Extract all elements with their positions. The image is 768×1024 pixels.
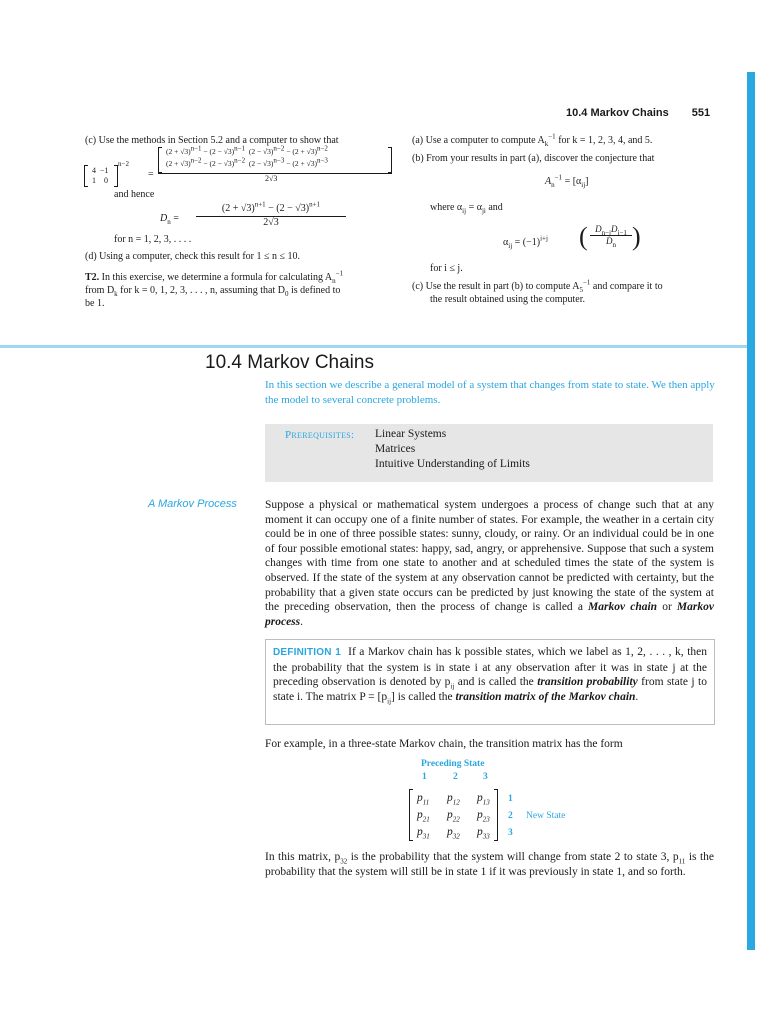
for-i-le-j: for i ≤ j. — [430, 263, 463, 274]
running-header — [566, 107, 710, 119]
matrix-entry: 1 0 — [92, 176, 108, 185]
matrix-exponent: n−2 — [118, 160, 129, 168]
matrix-entry: 4 −1 — [92, 166, 109, 175]
prerequisites-label: Prerequisites: — [285, 429, 355, 441]
alpha-fraction — [590, 224, 632, 249]
markov-process-paragraph — [265, 498, 714, 629]
col-label: 1 — [422, 772, 427, 782]
definition-text-1: If a Markov chain has k possible states, which we label as 1, 2, . . . , k, then the probability that the system is in state i at any observation after it was in state j at the preceding observation is denoted by p — [273, 646, 708, 689]
row-label: 2 — [508, 811, 513, 821]
t2-line3: be 1. — [85, 298, 105, 309]
dn-equation-lhs: $D_n$ = — [160, 213, 179, 226]
prereq-item: Linear Systems — [375, 428, 447, 440]
t2-label: T2. — [85, 272, 100, 283]
section-intro: In this section we describe a general model of a system that changes from state to state. We then apply the model to several concrete problems. — [265, 379, 715, 406]
conjecture-eq-text: = [α — [564, 176, 582, 187]
alpha-numerator: $D_{n-j}D_{i-1}$ — [595, 224, 627, 237]
term-markov-process: Markov process — [265, 601, 714, 628]
definition-text-3: from state j to state i. The matrix P = [p — [273, 676, 707, 703]
page-number: 551 — [691, 107, 711, 119]
right-bracket — [114, 165, 118, 187]
section-rule — [0, 345, 747, 348]
paren-left: ( — [579, 222, 588, 251]
matrix-row-2: $(2 + √3)^{n-2} - (2 - √3)^{n-2}$ $(2 - √3)^{n-3} - (2 + √3)^{n-3}$ — [166, 156, 328, 168]
right-bracket — [494, 789, 498, 841]
exercise-t2: T2. In this exercise, we determine a formula for calculating $A_n^{-1}$ from $D_k$ for k = 0, 1, 2, 3, . . . , n, assuming that $D_0$ is defined to be 1. — [85, 269, 344, 309]
section-title: 10.4 Markov Chains — [205, 352, 374, 373]
matrix-cell: $p_{21}$ — [417, 809, 430, 824]
where-text: where α — [430, 202, 463, 213]
where-tail: and — [488, 202, 503, 213]
definition-label: DEFINITION 1 — [273, 647, 342, 658]
margin-label: A Markov Process — [148, 498, 237, 510]
t2-line2b: for k = 0, 1, 2, 3, . . . , n, assuming that D — [120, 285, 285, 296]
t2-text: In this exercise, we determine a formula for calculating A — [101, 272, 333, 283]
or-text: or — [657, 601, 677, 614]
prereq-item: Intuitive Understanding of Limits — [375, 458, 530, 470]
t2-line2: from D — [85, 285, 115, 296]
conjecture-equation: $A_n^{-1} = [\alpha_{ij}]$ — [545, 173, 589, 189]
for-n-text: for n = 1, 2, 3, . . . . — [114, 234, 192, 245]
preceding-state-label: Preceding State — [421, 759, 485, 769]
exercise-a-tail: for k = 1, 2, 3, 4, and 5. — [558, 135, 653, 146]
exercise-c-text: (c) Use the methods in Section 5.2 and a computer to show that — [85, 135, 339, 146]
where-line: where $\alpha_{ij} = \alpha_{ji}$ and — [430, 202, 503, 215]
exercise-a-right: (a) Use a computer to compute $A_k^{-1}$ for k = 1, 2, 3, 4, and 5. — [412, 132, 653, 148]
exercise-c-right: (c) Use the result in part (b) to compute $A_5^{-1}$ and compare it to the result obtained using the computer. — [412, 278, 663, 305]
and-hence: and hence — [114, 189, 155, 200]
period: . — [300, 615, 304, 628]
alpha-eq-text: = (−1) — [514, 237, 541, 248]
left-bracket — [84, 165, 88, 187]
transition-matrix — [409, 772, 519, 842]
big-matrix-fraction — [158, 144, 392, 183]
alpha-denominator: $D_n$ — [606, 236, 616, 249]
term-transition-probability: transition probability — [537, 676, 638, 689]
exercise-c-right-text: (c) Use the result in part (b) to compute A — [412, 281, 580, 292]
right-bracket — [388, 147, 392, 173]
left-bracket — [158, 147, 162, 173]
definition-text-4: ] is called the — [391, 690, 456, 703]
prereq-item: Matrices — [375, 443, 416, 455]
closing-text-1: In this matrix, p — [265, 851, 341, 863]
exercise-b-right: (b) From your results in part (a), discover the conjecture that — [412, 153, 655, 164]
dn-fraction — [196, 200, 346, 228]
small-matrix — [84, 165, 114, 185]
equals-sign: = — [148, 169, 154, 180]
matrix-cell: $p_{32}$ — [447, 826, 460, 841]
alpha-equation: $\alpha_{ij} = (-1)^{i+j}$ — [503, 234, 548, 250]
matrix-cell: $p_{13}$ — [477, 792, 490, 807]
denominator: 2√3 — [265, 174, 278, 183]
dn-numerator: $(2 + √3)^{n+1} - (2 - √3)^{n+1}$ — [221, 200, 321, 214]
term-transition-matrix: transition matrix of the Markov chain — [455, 690, 636, 703]
matrix-cell: $p_{31}$ — [417, 826, 430, 841]
matrix-cell: $p_{22}$ — [447, 809, 460, 824]
definition-text: DEFINITION 1 If a Markov chain has k possible states, which we label as 1, 2, . . . , k, then the probability that the system is in state i at any observation after it was in state j at the preceding observation is denoted by $p_{ij}$ and is called the transition probability from state j to state i. The matrix $P = [p_{ij}]$ is called the transition matrix of the Markov chain. — [273, 646, 708, 706]
paren-right: ) — [632, 222, 641, 251]
closing-text-3: is the probability that the system will still be in state 1 if it was previously in state 1, and so forth. — [265, 851, 715, 878]
matrix-cell: $p_{23}$ — [477, 809, 490, 824]
term-markov-chain: Markov chain — [588, 601, 658, 614]
exercise-a-text: (a) Use a computer to compute A — [412, 135, 545, 146]
row-label: 3 — [508, 828, 513, 838]
matrix-cell: $p_{11}$ — [417, 792, 430, 807]
dn-denominator: 2√3 — [263, 217, 279, 228]
definition-text-2: and is called the — [454, 676, 538, 689]
matrix-cell: $p_{33}$ — [477, 826, 490, 841]
header-section: 10.4 Markov Chains — [566, 107, 669, 119]
period: . — [635, 690, 639, 703]
matrix-row-1: $(2 + √3)^{n-1} - (2 - √3)^{n-1}$ $(2 - √3)^{n-2} - (2 + √3)^{n-2}$ — [166, 144, 328, 156]
col-label: 3 — [483, 772, 488, 782]
exercise-c-left — [85, 134, 339, 147]
markov-paragraph-text: Suppose a physical or mathematical system undergoes a process of change such that at any moment it can occupy one of a finite number of states. For example, the weather in a certain city could be in one of three possible states: sunny, cloudy, or rainy. Or an individual could be in one of four possible emotional states: happy, sad, angry, or apprehensive. Suppose that such a system changes with time from one state to another and at scheduled times the state of the system is observed. If the state of the system at any observation cannot be predicted with certainty, but the probability that a given state occurs can be predicted by just knowing the state of the system at the preceding observation, then the process of change is called a — [265, 499, 714, 614]
example-intro: For example, in a three-state Markov chain, the transition matrix has the form — [265, 738, 623, 750]
col-label: 2 — [453, 772, 458, 782]
closing-paragraph: In this matrix, $p_{32}$ is the probability that the system will change from state 2 to state 3, $p_{11}$ is the probability that the system will still be in state 1 if it was previously in state 1, and so forth. — [265, 851, 715, 878]
row-label: 1 — [508, 794, 513, 804]
new-state-label: New State — [526, 811, 566, 821]
exercise-c-right-tail: and compare it to — [592, 281, 663, 292]
page-edge-bar — [747, 72, 755, 950]
closing-text-2: is the probability that the system will change from state 2 to state 3, p — [347, 851, 679, 863]
exercise-c-right-line2: the result obtained using the computer. — [430, 294, 585, 305]
left-bracket — [409, 789, 413, 841]
matrix-cell: $p_{12}$ — [447, 792, 460, 807]
exercise-d-text: (d) Using a computer, check this result for 1 ≤ n ≤ 10. — [85, 251, 300, 262]
t2-line2c: is defined to — [290, 285, 341, 296]
